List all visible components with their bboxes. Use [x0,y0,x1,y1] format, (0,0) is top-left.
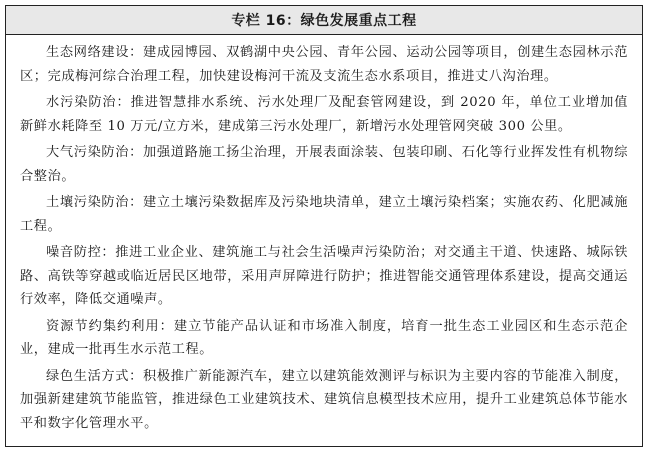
paragraph-text: 积极推广新能源汽车，建立以建筑能效测评与标识为主要内容的节能准入制度，加强新建建筑节能监管，推进绿色工业建筑技术、建筑信息模型技术应用，提升工业建筑总体节能水平和数字化管理水平。 [20,368,628,431]
paragraph-green-lifestyle [20,365,628,436]
paragraph-heading: 绿色生活方式： [46,368,144,384]
paragraph-noise-control [20,241,628,312]
paragraph-soil-pollution [20,191,628,238]
feature-box [5,5,643,447]
paragraph-resource-saving [20,315,628,362]
paragraph-water-pollution [20,91,628,138]
paragraph-ecological-network [20,41,628,88]
paragraph-text: 建立土壤污染数据库及污染地块清单，建立土壤污染档案；实施农药、化肥减施工程。 [20,195,628,234]
paragraph-text: 建立节能产品认证和市场准入制度，培育一批生态工业园区和生态示范企业，建成一批再生水示范工程。 [20,318,629,357]
paragraph-air-pollution [20,141,628,188]
paragraph-heading: 资源节约集约利用： [46,318,174,334]
paragraph-heading: 生态网络建设： [46,45,144,60]
box-content [6,35,642,435]
paragraph-text: 建成园博园、双鹤湖中央公园、青年公园、运动公园等项目，创建生态园林示范区；完成梅河综合治理工程，加快建设梅河干流及支流生态水系项目，推进丈八沟治理。 [20,45,628,84]
box-title: 专栏 16：绿色发展重点工程 [6,6,642,35]
paragraph-text: 推进工业企业、建筑施工与社会生活噪声污染防治；对交通主干道、快速路、城际铁路、高铁等穿越或临近居民区地带，采用声屏障进行防护；推进智能交通管理体系建设，提高交通运行效率，降低交通噪声。 [20,245,628,307]
paragraph-heading: 土壤污染防治： [46,195,144,210]
paragraph-text: 推进智慧排水系统、污水处理厂及配套管网建设，到 2020 年，单位工业增加值新鲜水耗降至 10 万元/立方米，建成第三污水处理厂，新增污水处理管网突破 300 公里。 [20,95,628,134]
paragraph-heading: 大气污染防治： [46,145,144,160]
paragraph-heading: 噪音防控： [46,245,116,260]
paragraph-text: 加强道路施工扬尘治理，开展表面涂装、包装印刷、石化等行业挥发性有机物综合整治。 [20,145,628,184]
paragraph-heading: 水污染防治： [46,95,131,110]
